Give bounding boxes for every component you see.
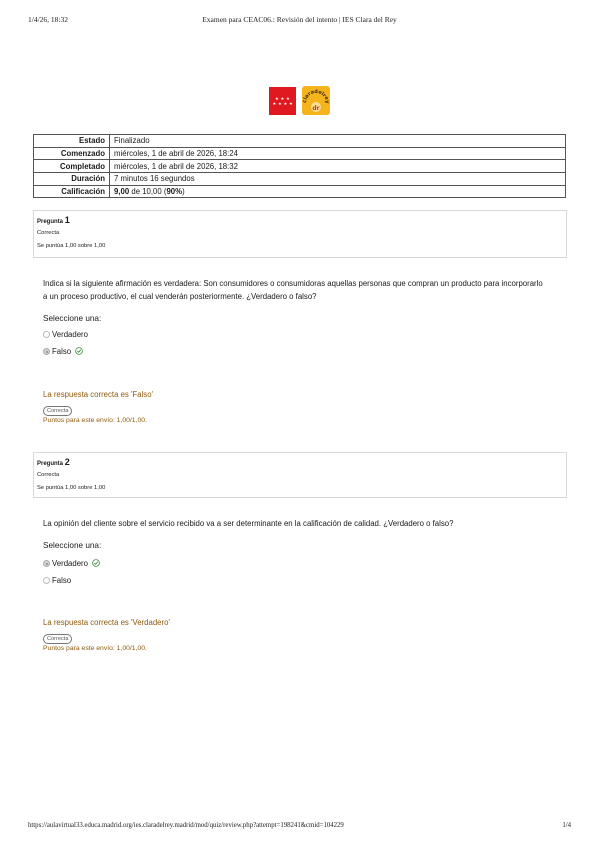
summary-label: Duración (34, 173, 110, 186)
grade-close: ) (182, 187, 185, 197)
question-2-option-verdadero[interactable] (43, 558, 100, 570)
summary-value (110, 185, 566, 198)
svg-text:dr: dr (312, 105, 320, 112)
svg-text:★: ★ (278, 101, 282, 106)
comunidad-madrid-logo (269, 87, 296, 115)
option-label: Falso (52, 347, 72, 356)
ies-clara-del-rey-logo (302, 86, 330, 115)
print-footer (28, 822, 571, 834)
school-logo-text: claradelrey (302, 88, 330, 104)
summary-row-comenzado (34, 147, 566, 160)
svg-text:★: ★ (283, 101, 288, 106)
summary-value: Finalizado (110, 135, 566, 148)
check-circle-icon (75, 347, 83, 355)
question-grade: Se puntúa 1,00 sobre 1,00 (37, 243, 106, 249)
svg-text:★: ★ (280, 96, 285, 101)
question-1-option-falso[interactable] (43, 346, 83, 358)
summary-label: Comenzado (34, 147, 110, 160)
summary-label: Completado (34, 160, 110, 173)
logos (269, 86, 331, 116)
summary-row-calificacion (34, 185, 566, 198)
summary-value: 7 minutos 16 segundos (110, 173, 566, 186)
question-2-option-falso[interactable] (43, 575, 71, 587)
check-circle-icon (92, 559, 100, 567)
question-1-option-verdadero[interactable] (43, 329, 88, 341)
question-1-correct-badge: Correcta (43, 406, 72, 416)
summary-label: Estado (34, 135, 110, 148)
grade-score: 9,00 (114, 187, 130, 197)
grade-percent: 90% (166, 187, 183, 197)
print-page-number: 1/4 (562, 822, 571, 829)
summary-row-estado (34, 135, 566, 148)
radio-icon[interactable] (43, 560, 50, 567)
question-2-prompt: Seleccione una: (43, 541, 102, 550)
question-1-text: Indica si la siguiente afirmación es verdadera: Son consumidores o consumidoras aquellas personas que compran un producto para incorporarlo a un proceso productivo, el cual venderán posteriormente. ¿Verdadero o falso? (43, 279, 543, 301)
question-number: Pregunta 1 (37, 215, 70, 225)
print-header (28, 15, 571, 27)
question-grade: Se puntúa 1,00 sobre 1,00 (37, 485, 106, 491)
summary-row-duracion (34, 173, 566, 186)
radio-icon[interactable] (43, 331, 50, 338)
question-2-points: Puntos para este envío: 1,00/1,00. (43, 645, 147, 652)
question-state: Correcta (37, 230, 60, 236)
question-state: Correcta (37, 472, 60, 478)
print-url[interactable]: https://aulavirtual33.educa.madrid.org/ies.claradelrey.madrid/mod/quiz/review.php?attempt=198241&cmid=104229 (28, 822, 344, 829)
question-2-right-answer: La respuesta correcta es 'Verdadero' (43, 618, 170, 627)
summary-label: Calificación (34, 185, 110, 198)
question-1-info (33, 210, 567, 258)
question-1-right-answer: La respuesta correcta es 'Falso' (43, 390, 154, 399)
question-2-text: La opinión del cliente sobre el servicio recibido va a ser determinante en la calificación de calidad. ¿Verdadero o falso? (43, 519, 454, 528)
radio-icon[interactable] (43, 348, 50, 355)
question-1-prompt: Seleccione una: (43, 314, 102, 323)
print-datetime: 1/4/26, 18:32 (28, 15, 69, 24)
option-label: Falso (52, 576, 72, 585)
option-label: Verdadero (52, 330, 88, 339)
question-2-correct-badge: Correcta (43, 634, 72, 644)
svg-text:★: ★ (286, 96, 290, 101)
option-label: Verdadero (52, 559, 88, 568)
question-number: Pregunta 2 (37, 457, 70, 467)
grade-total: de 10,00 ( (129, 187, 167, 197)
question-1-points: Puntos para este envío: 1,00/1,00. (43, 417, 147, 424)
svg-text:★: ★ (272, 101, 277, 106)
svg-text:★: ★ (289, 101, 293, 106)
summary-row-completado (34, 160, 566, 173)
attempt-summary-table (33, 134, 566, 198)
madrid-stars-icon (269, 87, 296, 115)
svg-text:★: ★ (275, 96, 279, 101)
summary-value: miércoles, 1 de abril de 2026, 18:32 (110, 160, 566, 173)
print-page-title: Examen para CEAC06.: Revisión del intento | IES Clara del Rey (202, 15, 397, 24)
question-2-info (33, 452, 567, 498)
summary-value: miércoles, 1 de abril de 2026, 18:24 (110, 147, 566, 160)
radio-icon[interactable] (43, 577, 50, 584)
